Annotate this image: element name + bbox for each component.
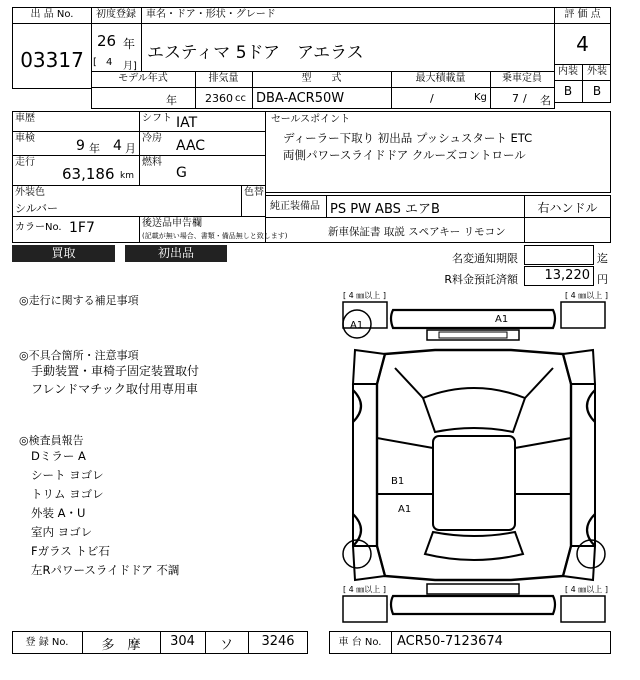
- mark-side-upper: B1: [391, 476, 405, 487]
- documents-value: 新車保証書 取説 スペアキー リモコン: [328, 226, 506, 238]
- registration-kana: ソ: [219, 638, 233, 653]
- chassis-number-label: 車 台 No.: [338, 637, 382, 648]
- inspector-line: 左Rパワースライドドア 不調: [31, 563, 180, 577]
- displacement-unit: cc: [235, 93, 246, 104]
- capacity-value: 7: [512, 92, 519, 105]
- year-unit: 年: [123, 37, 136, 51]
- tire-depth-top-left: [ 4 ㎜以上 ]: [343, 291, 386, 300]
- name-change-label: 名変通知期限: [452, 252, 518, 265]
- roof: [433, 436, 515, 530]
- defect-line: 手動装置・車椅子固定装置取付: [31, 364, 200, 378]
- tire-depth-top-right: [ 4 ㎜以上 ]: [565, 291, 608, 300]
- exterior-color-label: 外装色: [15, 187, 45, 198]
- recycle-fee-unit: 円: [597, 273, 608, 286]
- repaint-label: 色替: [244, 187, 264, 198]
- name-change-field: [524, 245, 594, 265]
- mileage-label: 走行: [15, 157, 35, 168]
- capacity-slash: /: [523, 92, 527, 105]
- mark-front-bumper: A1: [495, 314, 509, 325]
- first-listing-tab[interactable]: 初出品: [125, 245, 227, 262]
- model-year-unit: 年: [166, 94, 177, 107]
- inspector-report-title: ◎検査員報告: [19, 434, 84, 447]
- mark-mirror: A1: [350, 320, 364, 331]
- car-body-outline: [377, 350, 571, 580]
- score-value: 4: [576, 32, 589, 56]
- lot-number-label: 出 品 No.: [30, 9, 74, 20]
- registration-number-label: 登 録 No.: [25, 637, 69, 648]
- model-code: DBA-ACR50W: [256, 91, 345, 106]
- tire-depth-bottom-left: [ 4 ㎜以上 ]: [343, 585, 386, 594]
- windshield: [423, 388, 525, 432]
- defect-line: フレンドマチック取付用専用車: [31, 382, 198, 396]
- exterior-grade: B: [592, 84, 602, 98]
- tire-front-right: [561, 302, 605, 328]
- capacity-unit: 名: [540, 94, 551, 107]
- displacement-value: 2360: [205, 92, 233, 105]
- fuel-label: 燃料: [142, 157, 162, 168]
- month-unit: 月]: [123, 61, 137, 72]
- inspector-line: 外装 A・U: [31, 506, 86, 520]
- car-damage-diagram: [335, 288, 615, 624]
- equipment-value: PS PW ABS エアB: [330, 202, 440, 217]
- aftermarket-label: 後送品申告欄: [142, 218, 202, 229]
- color-no: 1F7: [69, 220, 95, 236]
- month-bracket: [: [93, 57, 97, 68]
- car-name: エスティマ 5ドア アエラス: [147, 43, 364, 63]
- inspector-line: Fガラス トビ石: [31, 544, 110, 558]
- registration-area: 多 摩: [101, 638, 141, 653]
- first-registration-label: 初度登録: [96, 9, 136, 20]
- max-load-label: 最大積載量: [415, 73, 466, 84]
- inspector-line: 室内 ヨゴレ: [31, 525, 93, 539]
- registration-class: 304: [170, 634, 195, 649]
- chassis-number: ACR50-7123674: [397, 634, 503, 649]
- driving-notes-title: ◎走行に関する補足事項: [19, 294, 139, 307]
- tire-depth-bottom-right: [ 4 ㎜以上 ]: [565, 585, 608, 594]
- model-code-label: 型 式: [301, 73, 342, 84]
- mileage-unit: km: [120, 171, 134, 181]
- exterior-label: 外装: [587, 66, 607, 77]
- fuel-value: G: [176, 165, 187, 181]
- interior-label: 内装: [558, 66, 578, 77]
- defects-title: ◎不具合箇所・注意事項: [19, 349, 139, 362]
- recycle-fee-value: 13,220: [544, 268, 590, 283]
- rear-bumper: [391, 596, 555, 614]
- interior-grade: B: [563, 84, 573, 98]
- registration-year: 26: [97, 32, 117, 50]
- aftermarket-note: (記載が無い場合、書類・備品無しと致します): [142, 232, 288, 240]
- sales-point-line-1: ディーラー下取り 初出品 プッシュスタート ETC: [283, 131, 533, 145]
- inspection-month-unit: 月: [125, 142, 136, 155]
- mark-side-lower: A1: [398, 504, 412, 515]
- shift-label: シフト: [142, 113, 172, 124]
- max-load-slash: /: [430, 92, 434, 105]
- lot-number: 03317: [20, 48, 84, 72]
- registration-serial: 3246: [261, 634, 295, 649]
- buy-tab[interactable]: 買取: [12, 245, 115, 262]
- color-no-label: カラーNo.: [15, 222, 62, 233]
- displacement-label: 排気量: [208, 73, 239, 84]
- tire-rear-left: [343, 596, 387, 622]
- history-label: 車歴: [15, 113, 35, 124]
- inspection-month: 4: [113, 138, 122, 154]
- recycle-fee-label: R料金預託済額: [444, 273, 518, 286]
- name-change-unit: 迄: [597, 252, 608, 265]
- inspector-line: シート ヨゴレ: [31, 468, 104, 482]
- shift-value: IAT: [176, 115, 198, 131]
- car-name-label: 車名・ドア・形状・グレード: [146, 9, 276, 20]
- ac-value: AAC: [176, 138, 206, 154]
- inspection-label: 車検: [15, 133, 35, 144]
- rear-license-area: [427, 584, 519, 594]
- registration-month: 4: [106, 57, 113, 68]
- tire-rear-right: [561, 596, 605, 622]
- score-label: 評 価 点: [564, 9, 601, 20]
- exterior-color: シルバー: [15, 202, 58, 215]
- model-year-label: モデル年式: [118, 73, 168, 84]
- capacity-label: 乗車定員: [502, 73, 542, 84]
- equipment-label: 純正装備品: [270, 201, 320, 212]
- ac-label: 冷房: [142, 133, 162, 144]
- steering-position: 右ハンドル: [537, 201, 598, 215]
- inspection-year-unit: 年: [89, 142, 100, 155]
- max-load-unit: Kg: [474, 92, 487, 103]
- mileage-value: 63,186: [62, 165, 115, 183]
- sales-points-label: セールスポイント: [271, 114, 351, 125]
- sales-point-line-2: 両側パワースライドドア クルーズコントロール: [283, 148, 526, 162]
- front-bumper: [391, 310, 555, 328]
- inspector-line: トリム ヨゴレ: [31, 487, 104, 501]
- inspector-line: Dミラー A: [31, 449, 86, 463]
- inspection-year: 9: [76, 138, 85, 154]
